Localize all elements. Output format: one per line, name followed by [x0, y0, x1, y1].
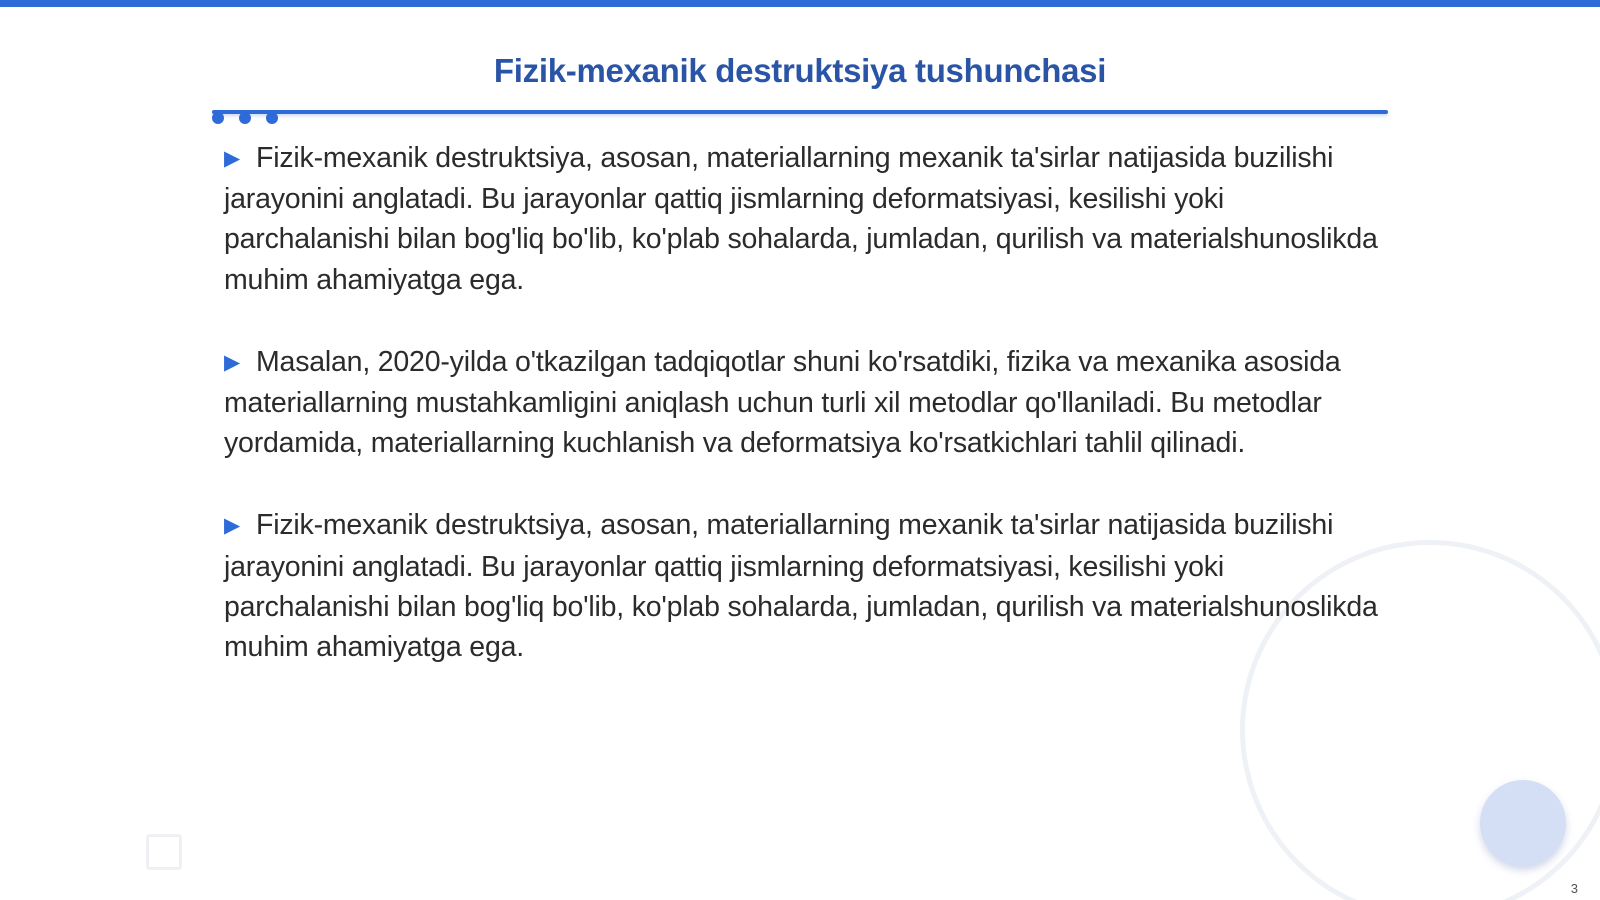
bullet-paragraph: [224, 505, 1384, 667]
bullet-paragraph: [224, 138, 1384, 300]
paragraph-text: Fizik-mexanik destruktsiya, asosan, materiallarning mexanik ta'sirlar natijasida buzilishi jarayonini anglatadi. Bu jarayonlar qattiq jismlarning deformatsiyasi, kesilishi yoki parchalanishi bilan bog'liq bo'lib, ko'plab sohalarda, jumladan, qurilish va materialshunoslikda muhim ahamiyatga ega.: [224, 142, 1378, 296]
page-number: 3: [1570, 881, 1578, 896]
title-underline: [212, 110, 1388, 114]
decorative-circle: [1480, 780, 1566, 866]
dot-icon: [212, 112, 224, 124]
slide-body: [224, 138, 1384, 709]
decorative-square: [146, 834, 182, 870]
dot-icon: [266, 112, 278, 124]
paragraph-text: Masalan, 2020-yilda o'tkazilgan tadqiqotlar shuni ko'rsatdiki, fizika va mexanika asosida materiallarning mustahkamligini aniqlash uchun turli xil metodlar qo'llaniladi. Bu metodlar yordamida, materiallarning kuchlanish va deformatsiya ko'rsatkichlari tahlil qilinadi.: [224, 345, 1341, 460]
dot-icon: [239, 112, 251, 124]
bullet-paragraph: [224, 342, 1384, 464]
decorative-dots: [212, 112, 282, 126]
triangle-bullet-icon: ▶: [224, 514, 240, 538]
top-accent-bar: [0, 0, 1600, 7]
slide-title: Fizik-mexanik destruktsiya tushunchasi: [493, 52, 1107, 89]
triangle-bullet-icon: ▶: [224, 147, 240, 170]
paragraph-text: Fizik-mexanik destruktsiya, asosan, materiallarning mexanik ta'sirlar natijasida buzilishi jarayonini anglatadi. Bu jarayonlar qattiq jismlarning deformatsiyasi, kesilishi yoki parchalanishi bilan bog'liq bo'lib, ko'plab sohalarda, jumladan, qurilish va materialshunoslikda muhim ahamiyatga ega.: [224, 509, 1378, 664]
triangle-bullet-icon: ▶: [224, 350, 240, 374]
